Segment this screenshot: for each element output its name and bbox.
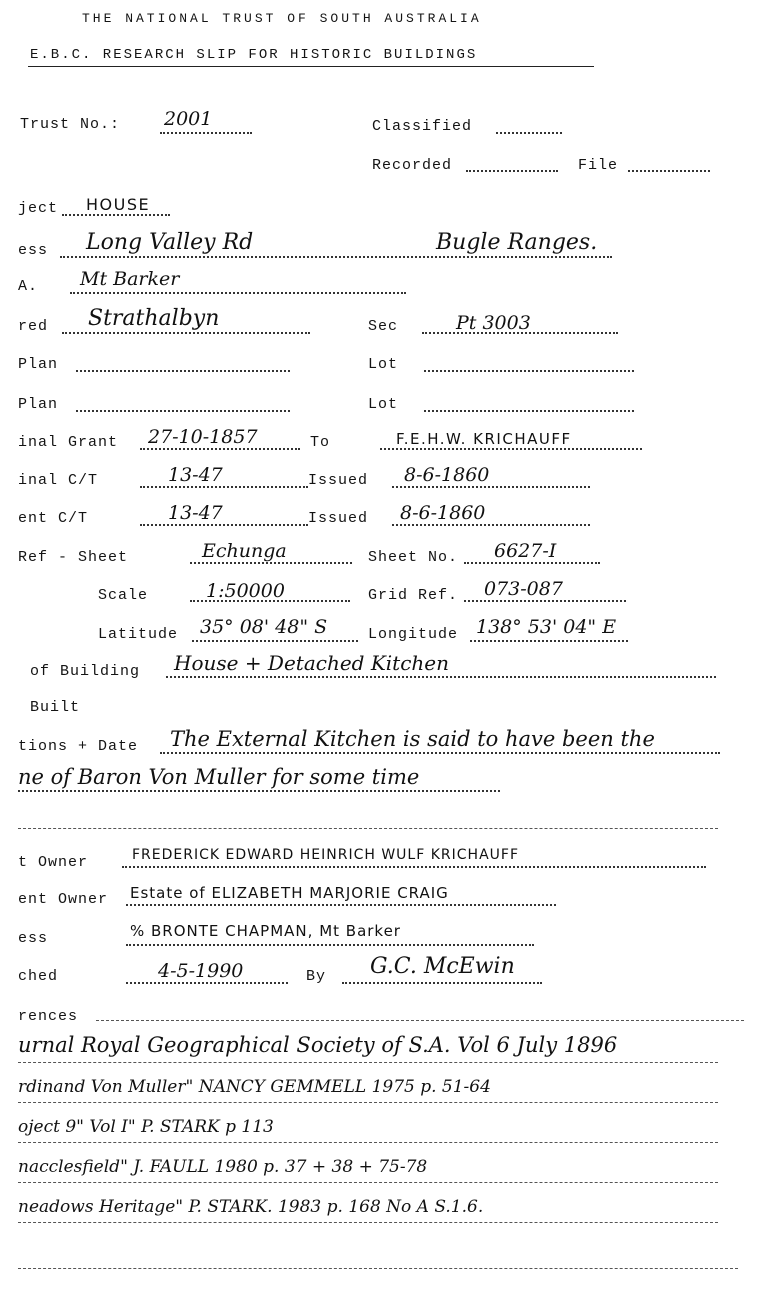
- trust-no-label: Trust No.:: [20, 116, 121, 133]
- references-line1: [18, 1062, 718, 1063]
- map-ref-label: Ref - Sheet: [18, 549, 129, 566]
- file-line: [628, 170, 710, 172]
- hundred-value: Strathalbyn: [88, 306, 220, 331]
- recorded-line: [466, 170, 558, 172]
- alterations-line1: [160, 752, 720, 754]
- sheet-no-value: 6627-I: [494, 540, 557, 562]
- references-line4: [18, 1182, 718, 1183]
- alterations-label: tions + Date: [18, 738, 139, 755]
- classified-label: Classified: [372, 118, 473, 135]
- current-ct-issued: 8-6-1860: [400, 502, 486, 524]
- recorded-label: Recorded: [372, 157, 453, 174]
- reference-5: neadows Heritage" P. STARK. 1983 p. 168 No A S.1.6.: [18, 1197, 484, 1217]
- longitude-label: Longitude: [368, 626, 459, 643]
- lga-label: A.: [18, 278, 39, 295]
- original-ct-value: 13-47: [168, 464, 223, 486]
- trust-no-value: 2001: [164, 108, 213, 130]
- slip-title: E.B.C. RESEARCH SLIP FOR HISTORIC BUILDINGS: [30, 47, 478, 63]
- address-line: [60, 256, 612, 258]
- sec-label: Sec: [368, 318, 399, 335]
- reference-3: oject 9" Vol I" P. STARK p 113: [18, 1117, 274, 1137]
- references-label: rences: [18, 1008, 79, 1025]
- lga-value: Mt Barker: [80, 268, 180, 290]
- references-line0: [96, 1020, 744, 1021]
- hundred-line: [62, 332, 310, 334]
- grid-ref-value: 073-087: [484, 578, 563, 600]
- lot2-label: Lot: [368, 396, 399, 413]
- scale-label: Scale: [98, 587, 149, 604]
- lot1-label: Lot: [368, 356, 399, 373]
- type-of-building-value: House + Detached Kitchen: [174, 651, 450, 675]
- trust-header: THE NATIONAL TRUST OF SOUTH AUSTRALIA: [82, 11, 482, 26]
- longitude-line: [470, 640, 628, 642]
- latitude-value: 35° 08' 48" S: [200, 616, 328, 638]
- researched-label: ched: [18, 968, 59, 985]
- classified-line: [496, 132, 562, 134]
- owner-address-value: % BRONTE CHAPMAN, Mt Barker: [130, 922, 401, 940]
- hundred-label: red: [18, 318, 49, 335]
- alterations-line2: [18, 790, 500, 792]
- sheet-value: Echunga: [202, 540, 287, 562]
- original-grant-to: F.E.H.W. KRICHAUFF: [396, 430, 572, 448]
- latitude-line: [192, 640, 358, 642]
- original-grant-label: inal Grant: [18, 434, 119, 451]
- current-ct-line: [140, 524, 308, 526]
- type-of-building-label: of Building: [30, 663, 141, 680]
- to-label: To: [310, 434, 331, 451]
- scale-value: 1:50000: [206, 580, 285, 602]
- plan1-line: [76, 370, 290, 372]
- reference-2: rdinand Von Muller" NANCY GEMMELL 1975 p. 51-64: [18, 1077, 491, 1097]
- sec-value: Pt 3003: [456, 312, 531, 334]
- sheet-no-label: Sheet No.: [368, 549, 459, 566]
- references-line2: [18, 1102, 718, 1103]
- title-underline: [28, 66, 594, 67]
- issued2-label: Issued: [308, 510, 369, 527]
- owner-address-label: ess: [18, 930, 49, 947]
- reference-1: urnal Royal Geographical Society of S.A. Vol 6 July 1896: [18, 1033, 618, 1057]
- first-owner-label: t Owner: [18, 854, 89, 871]
- subject-value: HOUSE: [86, 195, 151, 214]
- references-line3: [18, 1142, 718, 1143]
- alterations-value-line2: ne of Baron Von Muller for some time: [18, 765, 420, 789]
- original-grant-date: 27-10-1857: [148, 426, 258, 448]
- references-line6: [18, 1268, 738, 1269]
- references-line5: [18, 1222, 718, 1223]
- address-street-value: Long Valley Rd: [86, 230, 254, 255]
- lot2-line: [424, 410, 634, 412]
- plan1-label: Plan: [18, 356, 59, 373]
- issued1-label: Issued: [308, 472, 369, 489]
- alterations-value-line1: The External Kitchen is said to have been the: [170, 727, 655, 751]
- first-owner-value: FREDERICK EDWARD HEINRICH WULF KRICHAUFF: [132, 847, 519, 863]
- lga-line: [70, 292, 406, 294]
- reference-4: nacclesfield" J. FAULL 1980 p. 37 + 38 + 75-78: [18, 1157, 428, 1177]
- researched-by: G.C. McEwin: [370, 954, 515, 979]
- by-label: By: [306, 968, 327, 985]
- plan2-label: Plan: [18, 396, 59, 413]
- trust-no-line: [160, 132, 252, 134]
- alterations-line3: [18, 828, 718, 829]
- plan2-line: [76, 410, 290, 412]
- file-label: File: [578, 157, 619, 174]
- type-of-building-line: [166, 676, 716, 678]
- longitude-value: 138° 53' 04" E: [476, 616, 617, 638]
- subject-label: ject: [18, 200, 59, 217]
- current-ct-label: ent C/T: [18, 510, 89, 527]
- built-label: Built: [30, 699, 81, 716]
- original-ct-issued: 8-6-1860: [404, 464, 490, 486]
- address-label: ess: [18, 242, 49, 259]
- original-ct-line: [140, 486, 308, 488]
- original-ct-label: inal C/T: [18, 472, 99, 489]
- address-locality-value: Bugle Ranges.: [436, 230, 598, 255]
- researched-date: 4-5-1990: [158, 960, 244, 982]
- present-owner-label: ent Owner: [18, 891, 109, 908]
- present-owner-value: Estate of ELIZABETH MARJORIE CRAIG: [130, 884, 449, 902]
- researched-by-line: [342, 982, 542, 984]
- lot1-line: [424, 370, 634, 372]
- grid-ref-label: Grid Ref.: [368, 587, 459, 604]
- current-ct-value: 13-47: [168, 502, 223, 524]
- latitude-label: Latitude: [98, 626, 179, 643]
- owner-address-line: [126, 944, 534, 946]
